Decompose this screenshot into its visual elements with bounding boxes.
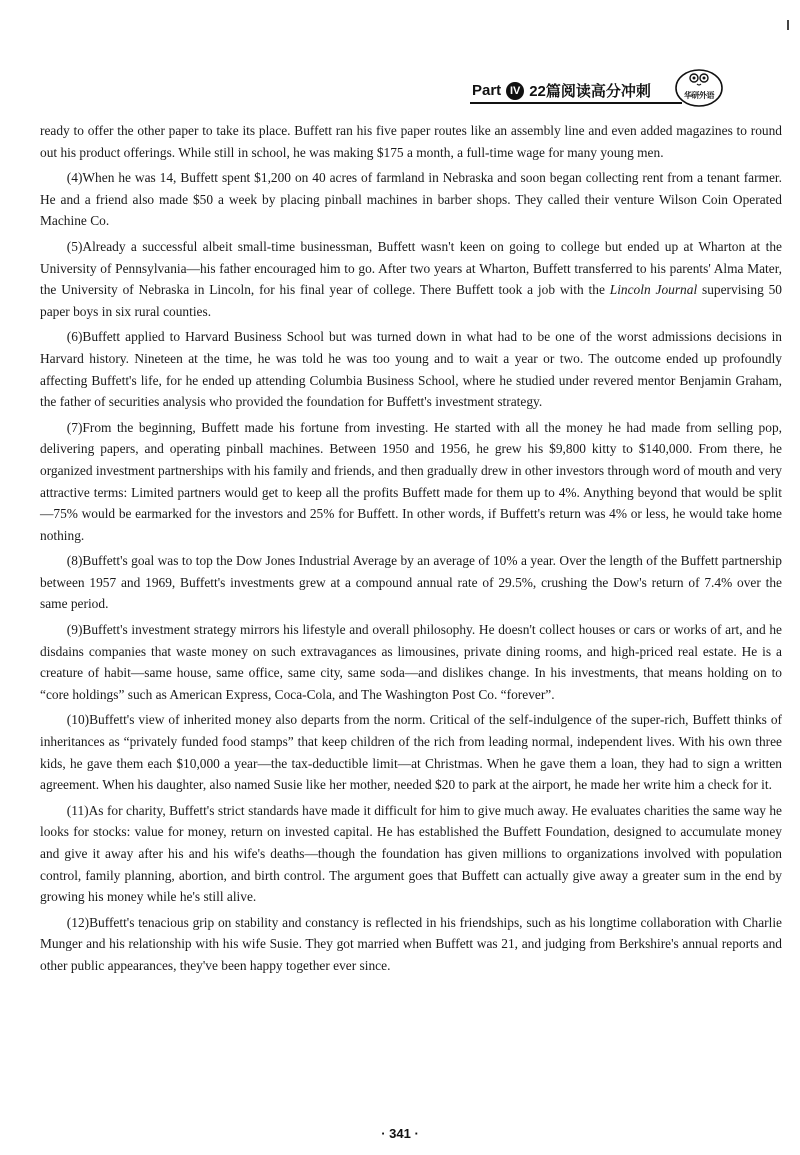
paragraph-5-text: (5)Already a successful albeit small-time businessman, Buffett wasn't keen on going to college but ended up at Wharton at the University of Pennsylvania—his father encouraged him to go. After two years at Wharton, Buffett transferred to his parents' Alma Mater, the University of Nebraska in Lincoln, for his final year of college. There Buffett took a job with the bbox=[40, 238, 782, 298]
paragraph-5-text-end: supervising 50 paper boys in six rural counties. bbox=[40, 282, 782, 319]
paragraph-continuation: ready to offer the other paper to take its place. Buffett ran his five paper routes like an assembly line and even added magazines to round out his product offerings. While still in school, he was making $175 a month, a full-time wage for many young men. bbox=[40, 123, 782, 160]
publisher-logo bbox=[674, 66, 724, 108]
page-header bbox=[470, 66, 788, 106]
logo-text: 华研外语 bbox=[684, 91, 714, 100]
paragraph-10: (10)Buffett's view of inherited money also departs from the norm. Critical of the self-indulgence of the super-rich, Buffett thinks of inheritances as “privately funded food stamps” that keep children of the rich from leading normal, independent lives. With his own three kids, he gave them each $10,000 a year—the tax-deductible limit—at Christmas. When he gave them a loan, they had to sign a written agreement. When his daughter, also named Susie like her mother, needed $20 to park at the airport, he made her write him a check for it. bbox=[40, 712, 782, 793]
paragraph-11: (11)As for charity, Buffett's strict standards have made it difficult for him to give much away. He evaluates charities the same way he looks for stocks: value for money, return on invested capital. He has established the Buffett Foundation, designed to accumulate money and give it away after his and his wife's deaths—though the foundation has given millions to organizations involved with population control, family planning, abortion, and birth control. The argument goes that Buffett can actually give away a greater sum in the end by growing his money while he's still alive. bbox=[40, 802, 782, 905]
page-number: · 341 · bbox=[381, 1126, 419, 1141]
paragraph-12: (12)Buffett's tenacious grip on stability and constancy is reflected in his friendships, such as his longtime collaboration with Charlie Munger and his relationship with his wife Susie. They got married when Buffett was 21, and judging from Berkshire's annual reports and other public appearances, they've been happy together ever since. bbox=[40, 914, 782, 973]
part-number-badge: IV bbox=[506, 82, 524, 100]
part-label: Part bbox=[472, 82, 502, 99]
header-title bbox=[472, 80, 651, 101]
lincoln-journal-title: Lincoln Journal bbox=[609, 282, 698, 298]
paragraph-6: (6)Buffett applied to Harvard Business School but was turned down in what had to be one of the worst admissions decisions in Harvard history. Nineteen at the time, he was told he was too young and to wait a year or two. The outcome ended up profoundly affecting Buffett's life, for he ended up attending Columbia Business School, where he studied under revered mentor Benjamin Graham, the father of securities analysis who provided the foundation for Buffett's investment strategy. bbox=[40, 329, 782, 410]
header-rule bbox=[470, 102, 682, 104]
paragraph-8: (8)Buffett's goal was to top the Dow Jones Industrial Average by an average of 10% a year. Over the length of the Buffett partnership between 1957 and 1969, Buffett's investments grew at a compound annual rate of 29.5%, crushing the Dow's return of 7.4% over the same period. bbox=[40, 553, 782, 612]
paragraph-4: (4)When he was 14, Buffett spent $1,200 on 40 acres of farmland in Nebraska and soon began collecting rent from a tenant farmer. He and a friend also made $50 a week by placing pinball machines in barber shops. They called their venture Wilson Coin Operated Machine Co. bbox=[40, 170, 782, 229]
article-body bbox=[40, 120, 782, 981]
paragraph-7: (7)From the beginning, Buffett made his fortune from investing. He started with all the money he had made from selling pop, delivering papers, and operating pinball machines. Between 1950 and 1956, he grew his $9,800 kitty to $140,000. From there, he organized investment partnerships with his family and friends, and then gradually drew in other investors through word of mouth and very attractive terms: Limited partners would get to keep all the profits Buffett made for them up to 4%. Anything beyond that would be split—75% would be earmarked for the investors and 25% for Buffett. In other words, if Buffett's return was 4% or less, he would take home nothing. bbox=[40, 419, 782, 543]
paragraph-5 bbox=[40, 236, 782, 322]
logo-owl-icon bbox=[674, 66, 724, 108]
section-title: 22篇阅读高分冲刺 bbox=[529, 83, 651, 100]
scan-edge-mark bbox=[787, 20, 789, 30]
paragraph-9: (9)Buffett's investment strategy mirrors his lifestyle and overall philosophy. He doesn't collect houses or cars or works of art, and he disdains companies that waste money on such extravagances as limousines, private dining rooms, and high-priced real estate. He is a creature of habit—same house, same office, same city, same soda—and dislikes change. In his investments, that means holding on to “core holdings” such as American Express, Coca-Cola, and The Washington Post Co. “forever”. bbox=[40, 622, 782, 702]
